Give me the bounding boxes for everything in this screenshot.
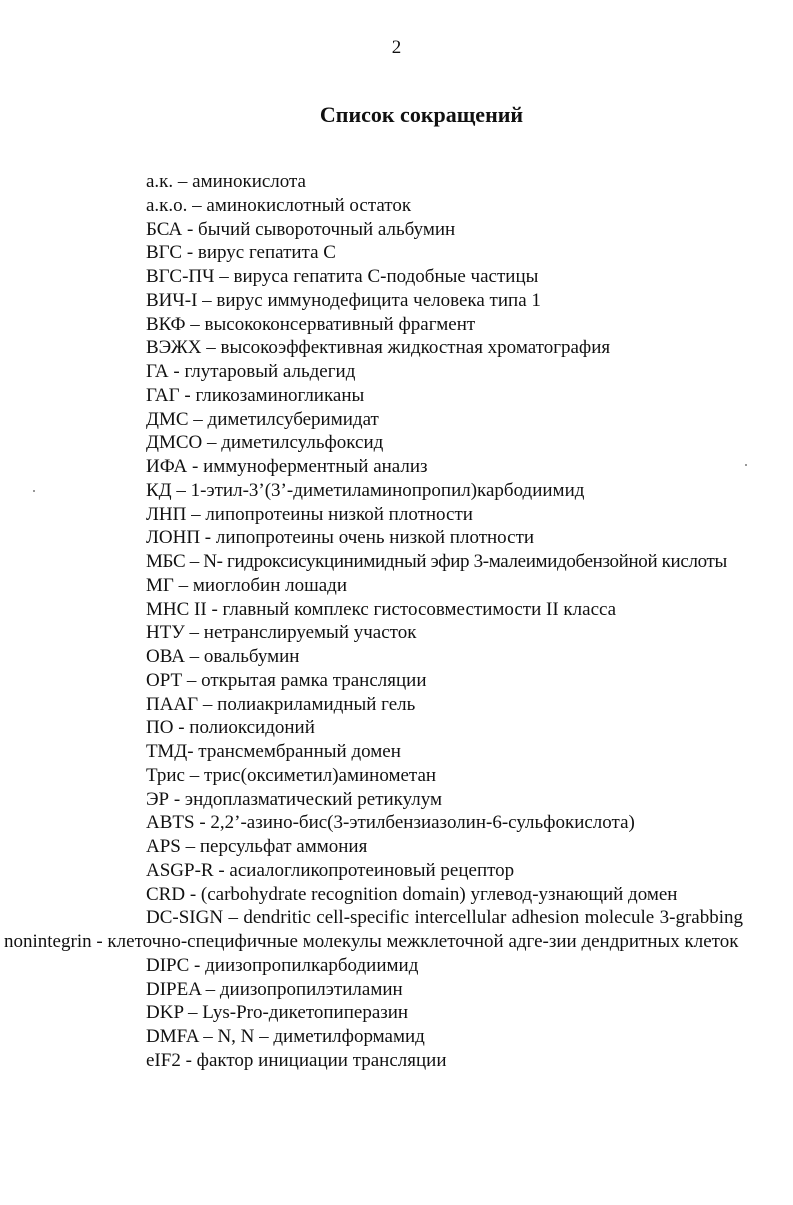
list-item: APS – персульфат аммония (146, 836, 368, 857)
list-item: ЛОНП - липопротеины очень низкой плотности (146, 527, 535, 549)
list-item: DC-SIGN – dendritic cell-specific intercellular adhesion molecule 3-grabbing nonintegrin - клеточно-специфичные молекулы межклеточной адге-зии дендритных клеток (4, 907, 743, 952)
list-item: ВЭЖХ – высокоэффективная жидкостная хроматография (146, 337, 611, 359)
list-item: ОВА – овальбумин (146, 646, 300, 667)
scan-speck (745, 464, 747, 466)
list-item: ТМД- трансмембранный домен (146, 741, 401, 762)
list-item: DKP – Lys-Pro-дикетопиперазин (146, 1002, 409, 1024)
list-item: ВИЧ-I – вирус иммунодефицита человека типа 1 (146, 289, 541, 311)
list-item: ИФА - иммуноферментный анализ (146, 456, 428, 477)
list-item: DIPC - диизопропилкарбодиимид (146, 954, 419, 976)
list-item: DMFA – N, N – диметилформамид (146, 1026, 425, 1047)
list-item: БСА - бычий сывороточный альбумин (146, 218, 456, 240)
list-item: CRD - (carbohydrate recognition domain) углевод-узнающий домен (146, 883, 678, 905)
abbreviation-list (0, 170, 793, 1073)
list-item: ОРТ – открытая рамка трансляции (146, 669, 427, 691)
list-item: а.к.о. – аминокислотный остаток (146, 194, 412, 216)
list-item: ПААГ – полиакриламидный гель (146, 693, 416, 715)
list-item: ГА - глутаровый альдегид (146, 361, 356, 382)
page-title: Список сокращений (319, 102, 524, 127)
list-item: КД – 1-этил-3’(3’-диметиламинопропил)карбодиимид (146, 479, 585, 501)
list-item: ВГС - вирус гепатита С (146, 242, 336, 264)
list-item: DIPEA – диизопропилэтиламин (146, 978, 403, 1000)
list-item: ЛНП – липопротеины низкой плотности (146, 503, 473, 525)
list-item: ЭР - эндоплазматический ретикулум (146, 788, 443, 810)
list-item: Трис – трис(оксиметил)аминометан (146, 764, 437, 786)
list-item: ВКФ – высококонсервативный фрагмент (146, 313, 476, 335)
list-item: ABTS - 2,2’-азино-бис(3-этилбензиазолин-6-сульфокислота) (146, 812, 635, 834)
list-item: а.к. – аминокислота (146, 171, 306, 192)
list-item: МГ – миоглобин лошади (146, 574, 348, 596)
list-item: ПО - полиоксидоний (146, 717, 315, 739)
scan-speck (33, 490, 35, 492)
list-item: ВГС-ПЧ – вируса гепатита С-подобные частицы (146, 266, 539, 287)
list-item: ДМСО – диметилсульфоксид (146, 432, 384, 454)
list-item: МБС – N- гидроксисукцинимидный эфир 3-малеимидобензойной кислоты (146, 551, 727, 572)
list-item: ДМС – диметилсуберимидат (146, 408, 379, 430)
list-item: МНС II - главный комплекс гистосовместимости II класса (146, 598, 617, 620)
list-item: ГАГ - гликозаминогликаны (146, 384, 365, 406)
list-item: ASGP-R - асиалогликопротеиновый рецептор (146, 859, 515, 881)
page-number: 2 (391, 37, 402, 58)
list-item: НТУ – нетранслируемый участок (146, 622, 417, 644)
list-item: eIF2 - фактор инициации трансляции (146, 1049, 447, 1071)
